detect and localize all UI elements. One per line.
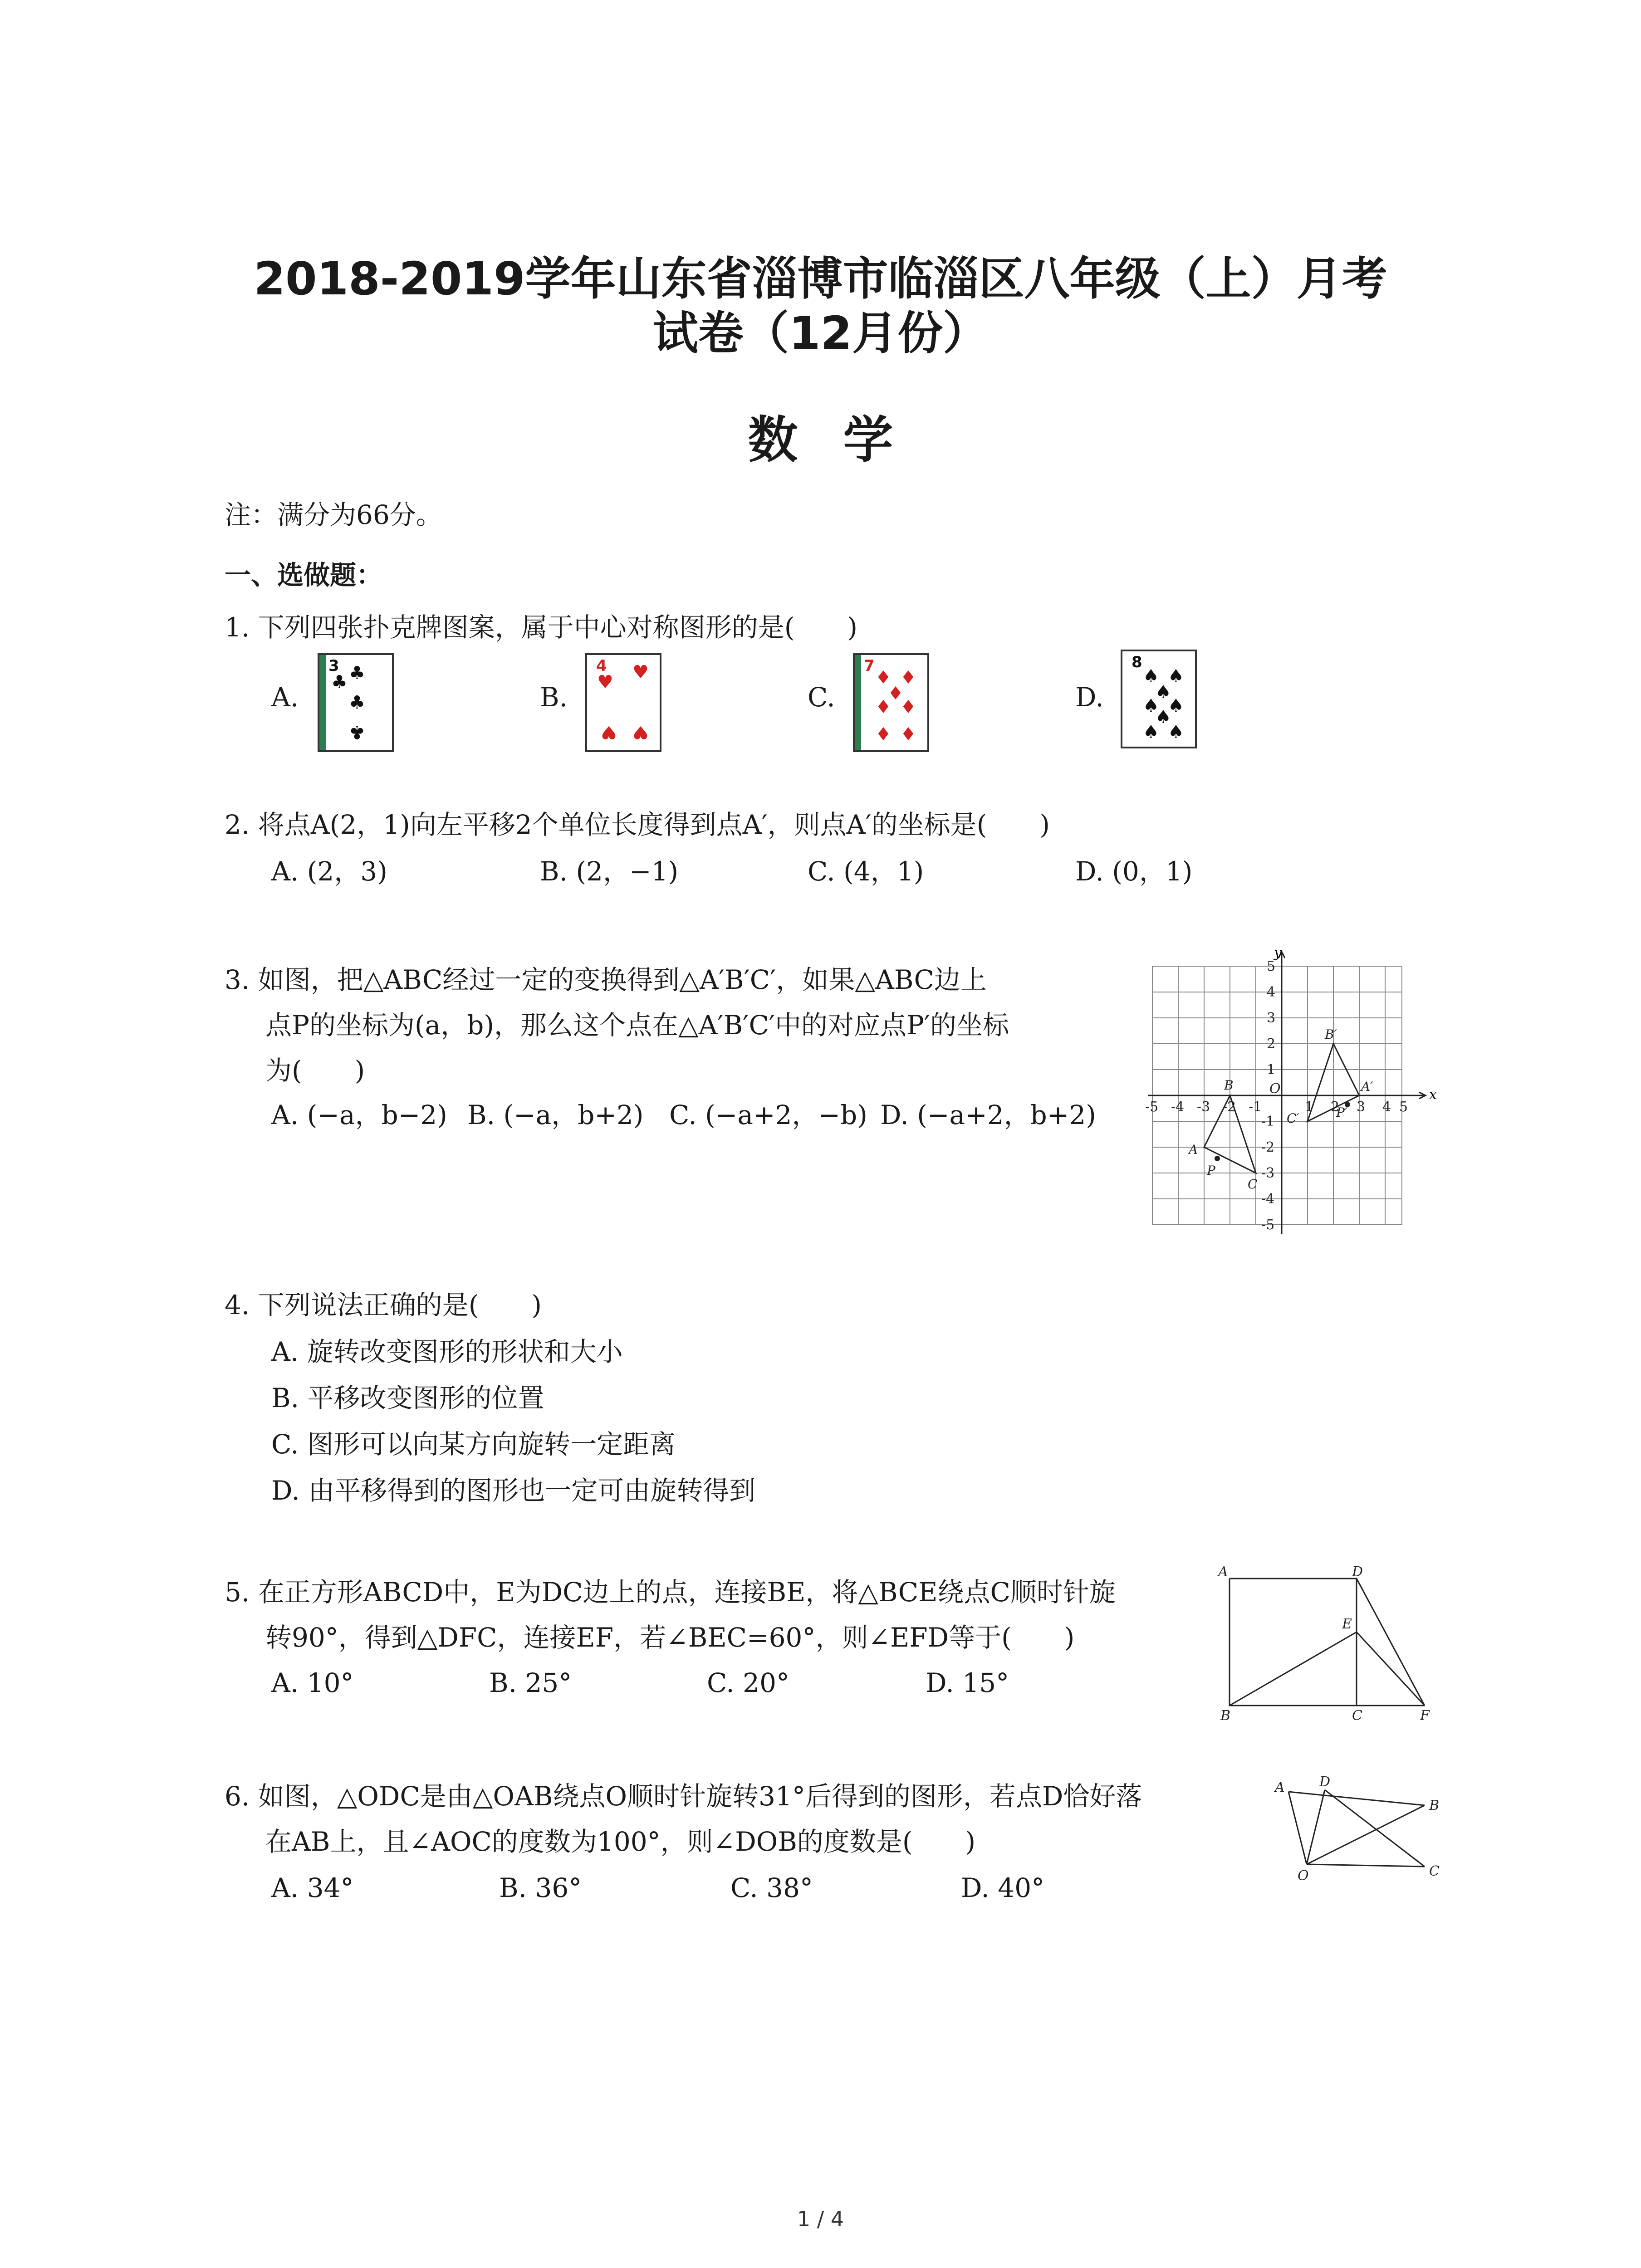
heart-icon: ♥ bbox=[601, 722, 617, 743]
spade-icon: ♠ bbox=[1143, 722, 1159, 743]
card-rank: 8 bbox=[1132, 653, 1142, 671]
diamond-icon: ♦ bbox=[875, 667, 892, 688]
q6-stem-line-2: 在AB上，且∠AOC的度数为100°，则∠DOB的度数是( ) bbox=[265, 1826, 976, 1857]
q3-coordinate-grid-figure bbox=[1145, 945, 1447, 1261]
section-heading: 一、选做题： bbox=[225, 560, 383, 591]
q6-rotation-figure bbox=[1270, 1774, 1452, 1892]
y-tick: 1 bbox=[1267, 1062, 1276, 1078]
y-tick: -2 bbox=[1261, 1139, 1275, 1155]
q6-option-c: C. 38° bbox=[730, 1872, 813, 1903]
point-label: C′ bbox=[1287, 1111, 1299, 1126]
playing-card-b bbox=[585, 653, 661, 752]
q2-option-d: D. (0，1) bbox=[1075, 856, 1193, 887]
subject-title: 数学 bbox=[748, 411, 939, 469]
card-rank: 7 bbox=[864, 657, 875, 675]
x-tick: 2 bbox=[1331, 1099, 1340, 1115]
q2-stem: 2. 将点A(2，1)向左平移2个单位长度得到点A′，则点A′的坐标是( ) bbox=[225, 809, 1050, 840]
axes bbox=[1148, 952, 1425, 1234]
segment-oa bbox=[1288, 1792, 1307, 1864]
y-tick: 5 bbox=[1267, 958, 1276, 974]
heart-icon: ♥ bbox=[597, 672, 613, 693]
segment-dc bbox=[1325, 1790, 1425, 1867]
q2-option-a: A. (2，3) bbox=[271, 856, 387, 887]
q2-option-c: C. (4，1) bbox=[808, 856, 924, 887]
point-label: P′ bbox=[1336, 1105, 1348, 1120]
point-label: D bbox=[1319, 1774, 1331, 1790]
point-p bbox=[1215, 1156, 1220, 1161]
segment-od bbox=[1307, 1790, 1325, 1864]
x-tick: -2 bbox=[1223, 1099, 1236, 1115]
point-label: O bbox=[1298, 1868, 1309, 1884]
x-tick: -5 bbox=[1145, 1099, 1159, 1115]
diamond-icon: ♦ bbox=[887, 683, 904, 704]
q1-option-c: C. bbox=[808, 682, 835, 713]
q6-option-b: B. 36° bbox=[499, 1872, 582, 1903]
q1-option-b: B. bbox=[540, 682, 568, 713]
point-label: E bbox=[1342, 1616, 1352, 1632]
q3-option-d: D. (−a+2，b+2) bbox=[880, 1100, 1096, 1130]
card-rank: 4 bbox=[596, 657, 607, 675]
point-label: A bbox=[1189, 1142, 1198, 1157]
q4-option-c: C. 图形可以向某方向旋转一定距离 bbox=[271, 1429, 676, 1460]
x-tick: -1 bbox=[1249, 1099, 1262, 1115]
diamond-icon: ♦ bbox=[900, 697, 916, 718]
square-abcd bbox=[1230, 1579, 1357, 1706]
club-icon: ♣ bbox=[349, 692, 365, 713]
spade-icon: ♠ bbox=[1168, 695, 1184, 716]
spade-icon: ♠ bbox=[1143, 695, 1159, 716]
x-tick: 3 bbox=[1357, 1099, 1366, 1115]
segment-ob bbox=[1307, 1805, 1425, 1864]
point-label: C bbox=[1248, 1177, 1258, 1192]
q3-option-c: C. (−a+2，−b) bbox=[669, 1100, 867, 1130]
point-label: B bbox=[1220, 1708, 1231, 1724]
title-line-2: 试卷（12月份） bbox=[652, 307, 989, 360]
point-label: A bbox=[1275, 1779, 1285, 1795]
spade-icon: ♠ bbox=[1168, 722, 1184, 743]
y-tick: 3 bbox=[1267, 1010, 1276, 1026]
q4-option-b: B. 平移改变图形的位置 bbox=[271, 1383, 544, 1413]
segment-oc bbox=[1307, 1864, 1425, 1867]
q4-option-a: A. 旋转改变图形的形状和大小 bbox=[271, 1336, 623, 1367]
q3-stem-line-2: 点P的坐标为(a，b)，那么这个点在△A′B′C′中的对应点P′的坐标 bbox=[265, 1010, 1009, 1041]
y-axis-label: y bbox=[1274, 945, 1282, 961]
q6-option-d: D. 40° bbox=[961, 1872, 1045, 1903]
x-tick: -3 bbox=[1197, 1099, 1210, 1115]
x-tick: 1 bbox=[1305, 1099, 1314, 1115]
q5-stem-line-2: 转90°，得到△DFC，连接EF，若∠BEC=60°，则∠EFD等于( ) bbox=[265, 1622, 1075, 1653]
q1-stem: 1. 下列四张扑克牌图案，属于中心对称图形的是( ) bbox=[225, 612, 858, 643]
segment-be bbox=[1230, 1632, 1357, 1706]
q5-option-a: A. 10° bbox=[271, 1667, 354, 1698]
point-label: A′ bbox=[1361, 1079, 1373, 1094]
y-tick: -5 bbox=[1261, 1217, 1275, 1233]
heart-icon: ♥ bbox=[632, 662, 649, 683]
q1-option-d: D. bbox=[1075, 682, 1104, 713]
heart-icon: ♥ bbox=[632, 722, 649, 743]
origin-label: O bbox=[1269, 1081, 1281, 1097]
spade-icon: ♠ bbox=[1143, 666, 1159, 687]
x-tick: 4 bbox=[1382, 1099, 1391, 1115]
spade-icon: ♠ bbox=[1155, 707, 1171, 728]
page-number: 1 / 4 bbox=[797, 2207, 844, 2231]
q5-square-figure bbox=[1216, 1560, 1452, 1724]
y-tick: -4 bbox=[1261, 1191, 1275, 1207]
diamond-icon: ♦ bbox=[900, 667, 916, 688]
q4-stem: 4. 下列说法正确的是( ) bbox=[225, 1290, 542, 1320]
x-tick: 5 bbox=[1399, 1099, 1408, 1115]
q5-option-c: C. 20° bbox=[707, 1667, 789, 1698]
club-icon: ♣ bbox=[349, 663, 365, 684]
q6-option-a: A. 34° bbox=[271, 1872, 354, 1903]
playing-card-a bbox=[318, 653, 394, 752]
segment-ab bbox=[1288, 1792, 1425, 1805]
spade-icon: ♠ bbox=[1168, 666, 1184, 687]
q5-option-d: D. 15° bbox=[926, 1667, 1009, 1698]
spade-icon: ♠ bbox=[1155, 682, 1171, 703]
point-label: P bbox=[1207, 1163, 1215, 1178]
q2-option-b: B. (2，−1) bbox=[540, 856, 679, 887]
q5-stem-line-1: 5. 在正方形ABCD中，E为DC边上的点，连接BE，将△BCE绕点C顺时针旋 bbox=[225, 1577, 1116, 1608]
x-tick: -4 bbox=[1171, 1099, 1185, 1115]
y-tick: 2 bbox=[1267, 1036, 1276, 1052]
y-tick: -1 bbox=[1261, 1114, 1275, 1129]
point-label: A bbox=[1218, 1564, 1228, 1580]
club-icon: ♣ bbox=[349, 722, 365, 743]
point-label: D bbox=[1352, 1564, 1363, 1580]
playing-card-d bbox=[1121, 650, 1197, 748]
diamond-icon: ♦ bbox=[875, 697, 892, 718]
q3-stem-line-1: 3. 如图，把△ABC经过一定的变换得到△A′B′C′，如果△ABC边上 bbox=[225, 964, 987, 995]
point-label: F bbox=[1420, 1708, 1430, 1724]
point-label: C bbox=[1429, 1863, 1440, 1879]
title-line-1: 2018-2019学年山东省淄博市临淄区八年级（上）月考 bbox=[254, 252, 1387, 305]
score-note: 注：满分为66分。 bbox=[225, 499, 442, 530]
card-rank: 3 bbox=[328, 657, 339, 675]
point-label: B bbox=[1429, 1798, 1440, 1813]
diamond-icon: ♦ bbox=[875, 724, 892, 745]
segment-df bbox=[1357, 1579, 1425, 1706]
q3-option-b: B. (−a，b+2) bbox=[467, 1100, 644, 1130]
q5-option-b: B. 25° bbox=[489, 1667, 572, 1698]
q4-option-d: D. 由平移得到的图形也一定可由旋转得到 bbox=[271, 1475, 756, 1506]
point-label: B bbox=[1224, 1078, 1234, 1093]
q3-option-a: A. (−a，b−2) bbox=[271, 1100, 447, 1130]
q1-option-a: A. bbox=[271, 682, 299, 713]
x-axis-label: x bbox=[1429, 1087, 1437, 1103]
diamond-icon: ♦ bbox=[900, 724, 916, 745]
playing-card-c bbox=[853, 653, 929, 752]
point-label: C bbox=[1352, 1708, 1362, 1724]
q3-stem-line-3: 为( ) bbox=[265, 1055, 365, 1086]
q6-stem-line-1: 6. 如图，△ODC是由△OAB绕点O顺时针旋转31°后得到的图形，若点D恰好落 bbox=[225, 1781, 1142, 1812]
y-tick: -3 bbox=[1261, 1165, 1275, 1181]
y-tick: 4 bbox=[1267, 984, 1276, 1000]
club-icon: ♣ bbox=[331, 672, 348, 693]
point-label: B′ bbox=[1325, 1027, 1337, 1042]
